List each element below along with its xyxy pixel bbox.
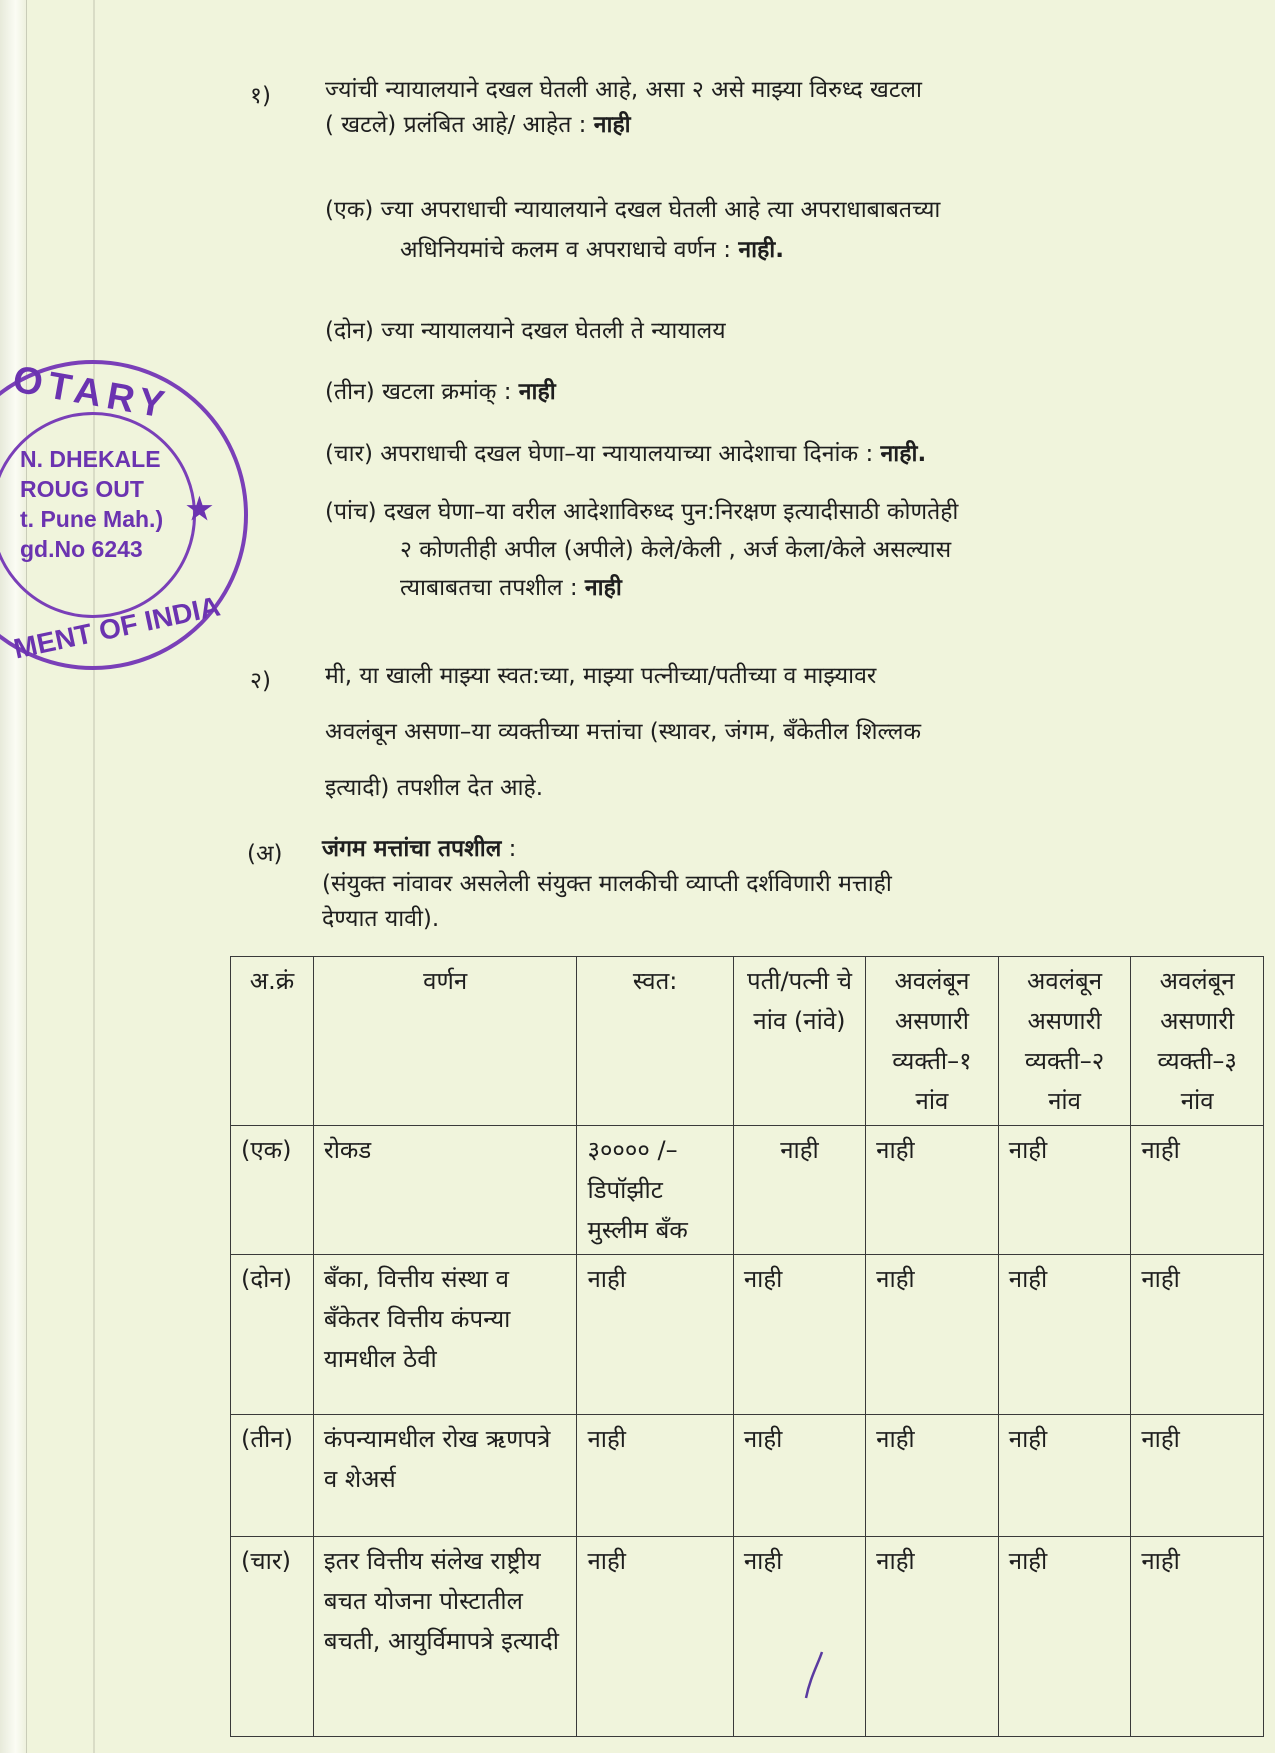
row-description: बँका, वित्तीय संस्था व बँकेतर वित्तीय कंपन्या यामधील ठेवी [313,1255,577,1415]
header-self: स्वत: [577,957,733,1126]
page-binding-edge [0,0,27,1753]
binding-line [93,0,95,1753]
notary-stamp [0,360,248,670]
row-dependent-1: नाही [866,1415,999,1537]
star-icon: ★ [186,493,213,526]
item-panch-line-3: त्याबाबतचा तपशील : [400,575,578,601]
section-a-colon: : [508,836,517,862]
item-char [325,437,1225,471]
header-spouse: पती/पत्नी चे नांव (नांवे) [733,957,865,1126]
table-row [231,1255,1264,1415]
stamp-bottom-text: MENT OF INDIA [10,590,223,665]
section-1-text [325,74,1225,142]
section-a-note-2: देण्यात यावी). [322,906,440,932]
row-self: नाही [577,1537,733,1737]
section-1-number: १) [250,83,271,109]
item-ek-line-1: ज्या अपराधाची न्यायालयाने दखल घेतली आहे त्या अपराधाबाबतच्या [380,197,941,223]
row-dependent-1: नाही [866,1255,999,1415]
item-teen [325,375,1225,409]
row-self: नाही [577,1255,733,1415]
row-dependent-2: नाही [998,1537,1131,1737]
row-spouse: नाही [733,1255,865,1415]
item-panch [325,495,1225,605]
item-char-label: (चार) [325,441,373,467]
row-dependent-3: नाही [1131,1537,1264,1737]
stamp-line-3: t. Pune Mah.) [20,506,164,532]
section-1-line-2: ( खटले) प्रलंबित आहे/ आहेत : [325,112,587,138]
movable-assets-table [230,956,1264,1737]
section-2-text [325,659,1225,805]
row-description: कंपन्यामधील रोख ऋणपत्रे व शेअर्स [313,1415,577,1537]
row-dependent-1: नाही [866,1126,999,1255]
section-2-number: २) [250,668,271,694]
row-dependent-3: नाही [1131,1255,1264,1415]
row-dependent-3: नाही [1131,1126,1264,1255]
stamp-line-4: gd.No 6243 [20,536,143,562]
section-2-line-2: अवलंबून असणा–या व्यक्तीच्या मत्तांचा (स्थावर, जंगम, बँकेतील शिल्लक [325,719,922,745]
section-a-note-1: (संयुक्त नांवावर असलेली संयुक्त मालकीची व्याप्ती दर्शविणारी मत्ताही [322,871,892,897]
item-teen-label: (तीन) [325,379,375,405]
row-number: (दोन) [231,1255,314,1415]
item-don-label: (दोन) [325,318,374,344]
pen-tick-mark [800,1650,826,1702]
header-description: वर्णन [313,957,577,1126]
row-number: (चार) [231,1537,314,1737]
table-row [231,1126,1264,1255]
table-row [231,1415,1264,1537]
section-2-line-1: मी, या खाली माझ्या स्वत:च्या, माझ्या पत्नीच्या/पतीच्या व माझ्यावर [325,663,877,689]
row-dependent-1: नाही [866,1537,999,1737]
item-ek [325,193,1225,267]
row-dependent-3: नाही [1131,1415,1264,1537]
item-char-line-1: अपराधाची दखल घेणा–या न्यायालयाच्या आदेशाचा दिनांक : [380,441,874,467]
header-serial: अ.क्रं [231,957,314,1126]
section-a-heading: जंगम मत्तांचा तपशील [322,836,502,862]
section-2-line-3: इत्यादी) तपशील देत आहे. [325,775,544,801]
row-number: (तीन) [231,1415,314,1537]
header-dependent-3: अवलंबून असणारी व्यक्ती–३ नांव [1131,957,1264,1126]
section-a-text [322,832,1222,937]
item-panch-line-2: २ कोणतीही अपील (अपीले) केले/केली , अर्ज केला/केले असल्यास [400,537,952,563]
item-teen-answer: नाही [518,379,556,405]
section-1-answer: नाही [593,112,631,138]
row-spouse: नाही [733,1415,865,1537]
item-ek-label: (एक) [325,197,374,223]
item-don [325,314,1225,348]
row-dependent-2: नाही [998,1126,1131,1255]
item-panch-label: (पांच) [325,499,377,525]
section-1-line-1: ज्यांची न्यायालयाने दखल घेतली आहे, असा २ असे माझ्या विरुध्द खटला [325,77,922,103]
row-description: रोकड [313,1126,577,1255]
stamp-line-2: ROUG OUT [20,476,144,502]
row-dependent-2: नाही [998,1255,1131,1415]
header-dependent-1: अवलंबून असणारी व्यक्ती–१ नांव [866,957,999,1126]
table-header-row [231,957,1264,1126]
row-number: (एक) [231,1126,314,1255]
item-panch-line-1: दखल घेणा–या वरील आदेशाविरुध्द पुन:निरक्षण इत्यादीसाठी कोणतेही [383,499,959,525]
item-char-answer: नाही. [880,441,927,467]
row-dependent-2: नाही [998,1415,1131,1537]
item-don-line-1: ज्या न्यायालयाने दखल घेतली ते न्यायालय [381,318,726,344]
row-self: ३०००० /– डिपॉझीट मुस्लीम बँक [577,1126,733,1255]
row-self: नाही [577,1415,733,1537]
item-teen-line-1: खटला क्रमांक् : [382,379,512,405]
stamp-top-text: OTARY [9,358,174,428]
item-ek-line-2: अधिनियमांचे कलम व अपराधाचे वर्णन : [400,237,732,263]
section-a-label: (अ) [247,841,283,867]
row-spouse: नाही [733,1537,865,1737]
table-row [231,1537,1264,1737]
stamp-line-1: N. DHEKALE [20,446,161,472]
item-ek-answer: नाही. [738,237,784,263]
item-panch-answer: नाही [584,575,622,601]
header-dependent-2: अवलंबून असणारी व्यक्ती–२ नांव [998,957,1131,1126]
row-spouse: नाही [733,1126,865,1255]
row-description: इतर वित्तीय संलेख राष्ट्रीय बचत योजना पोस्टातील बचती, आयुर्विमापत्रे इत्यादी [313,1537,577,1737]
